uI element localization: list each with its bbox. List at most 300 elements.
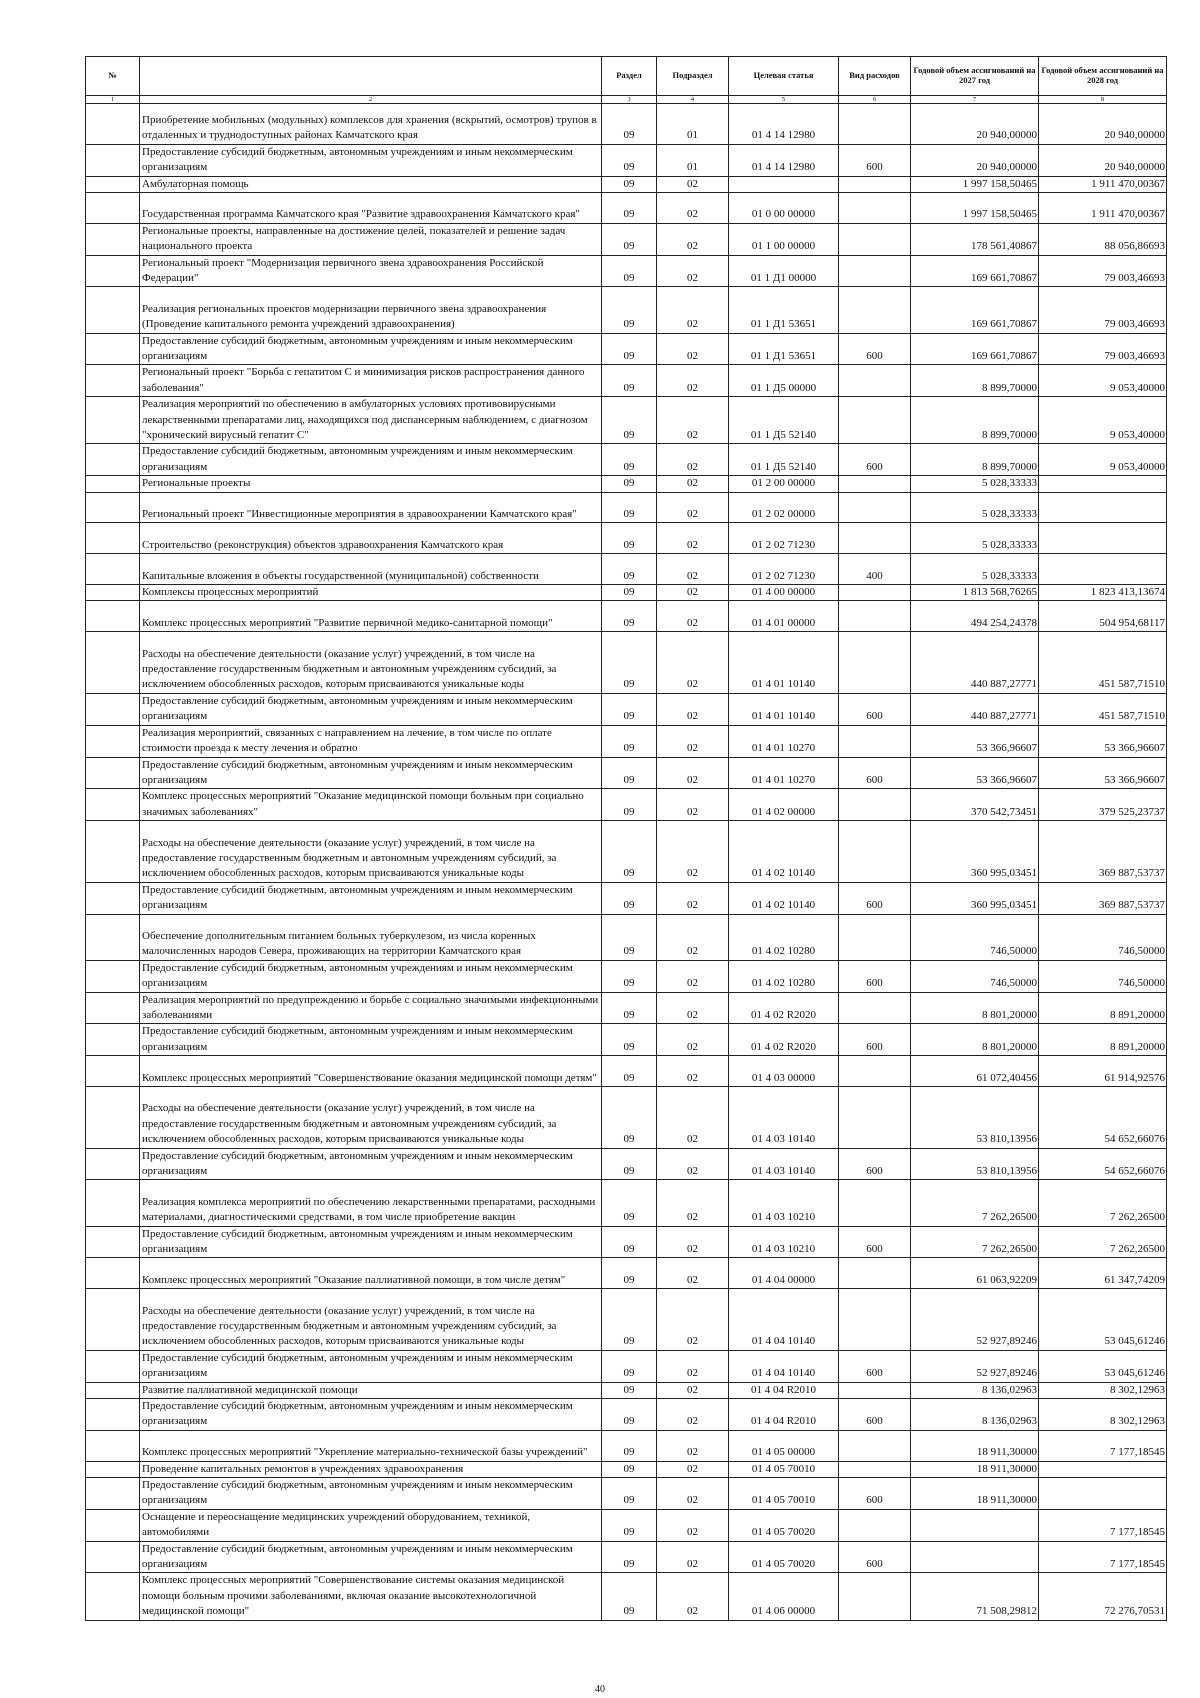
row-vid-cell: 600: [839, 444, 911, 476]
row-2028-cell: 79 003,46693: [1039, 333, 1167, 365]
header-podrazdel: Подраздел: [657, 57, 729, 96]
row-2028-cell: 53 045,61246: [1039, 1350, 1167, 1382]
row-razdel-cell: 09: [602, 693, 657, 725]
row-2028-cell: 53 366,96607: [1039, 725, 1167, 757]
header-vid-rashodov: Вид расходов: [839, 57, 911, 96]
row-razdel-cell: 09: [602, 523, 657, 554]
row-number-cell: [86, 476, 140, 492]
table-row: [86, 397, 1167, 444]
row-number-cell: [86, 523, 140, 554]
row-name-cell: Предоставление субсидий бюджетным, автономным учреждениям и иным некоммерческим организациям: [140, 1024, 602, 1056]
row-vid-cell: [839, 1461, 911, 1477]
row-number-cell: [86, 1573, 140, 1620]
row-celevaya-cell: 01 4 02 R2020: [729, 992, 839, 1024]
row-number-cell: [86, 1541, 140, 1573]
row-vid-cell: 600: [839, 1148, 911, 1180]
row-celevaya-cell: 01 1 Д1 53651: [729, 287, 839, 333]
row-2027-cell: 61 072,40456: [911, 1056, 1039, 1087]
row-podrazdel-cell: 02: [657, 1024, 729, 1056]
row-number-cell: [86, 444, 140, 476]
row-vid-cell: [839, 1509, 911, 1541]
row-vid-cell: [839, 176, 911, 192]
row-vid-cell: [839, 1180, 911, 1226]
row-2027-cell: 20 940,00000: [911, 104, 1039, 145]
row-razdel-cell: 09: [602, 1382, 657, 1398]
row-2028-cell: [1039, 492, 1167, 523]
row-name-cell: Предоставление субсидий бюджетным, автономным учреждениям и иным некоммерческим организациям: [140, 333, 602, 365]
row-number-cell: [86, 1056, 140, 1087]
row-number-cell: [86, 601, 140, 632]
row-2027-cell: 52 927,89246: [911, 1350, 1039, 1382]
row-podrazdel-cell: 02: [657, 523, 729, 554]
row-celevaya-cell: 01 4 03 10140: [729, 1148, 839, 1180]
row-2028-cell: 72 276,70531: [1039, 1573, 1167, 1620]
row-vid-cell: 400: [839, 554, 911, 585]
row-name-cell: Комплекс процессных мероприятий "Укрепление материально-технической базы учреждений": [140, 1430, 602, 1461]
row-vid-cell: [839, 1573, 911, 1620]
row-2028-cell: 379 525,23737: [1039, 789, 1167, 821]
row-2027-cell: 20 940,00000: [911, 144, 1039, 176]
row-vid-cell: [839, 789, 911, 821]
row-podrazdel-cell: 02: [657, 632, 729, 694]
row-2027-cell: 8 899,70000: [911, 365, 1039, 397]
row-vid-cell: [839, 1430, 911, 1461]
row-razdel-cell: 09: [602, 476, 657, 492]
row-vid-cell: [839, 223, 911, 255]
row-podrazdel-cell: 02: [657, 757, 729, 789]
row-celevaya-cell: 01 4 02 R2020: [729, 1024, 839, 1056]
table-row: [86, 492, 1167, 523]
row-2028-cell: 8 891,20000: [1039, 1024, 1167, 1056]
row-2027-cell: 7 262,26500: [911, 1180, 1039, 1226]
row-2028-cell: 7 177,18545: [1039, 1541, 1167, 1573]
row-number-cell: [86, 104, 140, 145]
row-2027-cell: 53 366,96607: [911, 725, 1039, 757]
row-number-cell: [86, 693, 140, 725]
row-number-cell: [86, 1461, 140, 1477]
row-2027-cell: 8 801,20000: [911, 992, 1039, 1024]
row-razdel-cell: 09: [602, 554, 657, 585]
row-number-cell: [86, 365, 140, 397]
row-razdel-cell: 09: [602, 757, 657, 789]
row-2027-cell: 178 561,40867: [911, 223, 1039, 255]
row-podrazdel-cell: 02: [657, 287, 729, 333]
row-razdel-cell: 09: [602, 1086, 657, 1148]
row-vid-cell: [839, 1258, 911, 1289]
row-podrazdel-cell: 02: [657, 476, 729, 492]
row-name-cell: Капитальные вложения в объекты государственной (муниципальной) собственности: [140, 554, 602, 585]
row-2028-cell: 53 366,96607: [1039, 757, 1167, 789]
row-2028-cell: 369 887,53737: [1039, 821, 1167, 883]
row-2028-cell: 7 177,18545: [1039, 1509, 1167, 1541]
row-podrazdel-cell: 02: [657, 914, 729, 960]
row-vid-cell: 600: [839, 1226, 911, 1258]
row-razdel-cell: 09: [602, 1509, 657, 1541]
row-celevaya-cell: 01 2 02 71230: [729, 554, 839, 585]
row-podrazdel-cell: 02: [657, 1226, 729, 1258]
row-podrazdel-cell: 01: [657, 104, 729, 145]
row-celevaya-cell: 01 2 02 71230: [729, 523, 839, 554]
row-vid-cell: 600: [839, 333, 911, 365]
row-podrazdel-cell: 02: [657, 554, 729, 585]
row-name-cell: Проведение капитальных ремонтов в учреждениях здравоохранения: [140, 1461, 602, 1477]
row-celevaya-cell: 01 1 Д1 53651: [729, 333, 839, 365]
row-number-cell: [86, 1477, 140, 1509]
row-number-cell: [86, 882, 140, 914]
row-podrazdel-cell: 02: [657, 444, 729, 476]
row-podrazdel-cell: 02: [657, 789, 729, 821]
row-vid-cell: [839, 1289, 911, 1351]
table-row: [86, 1461, 1167, 1477]
row-celevaya-cell: 01 1 00 00000: [729, 223, 839, 255]
row-vid-cell: [839, 725, 911, 757]
row-celevaya-cell: 01 1 Д5 00000: [729, 365, 839, 397]
row-number-cell: [86, 1024, 140, 1056]
row-vid-cell: [839, 523, 911, 554]
row-podrazdel-cell: 02: [657, 365, 729, 397]
row-name-cell: Расходы на обеспечение деятельности (оказание услуг) учреждений, в том числе на предоставление государственным бюджетным и автономным учреждениям субсидий, за исключением обособленных расходов, которым присваиваются уникальные коды: [140, 821, 602, 883]
row-celevaya-cell: 01 4 03 10140: [729, 1086, 839, 1148]
row-celevaya-cell: 01 4 14 12980: [729, 104, 839, 145]
row-celevaya-cell: 01 4 04 00000: [729, 1258, 839, 1289]
row-razdel-cell: 09: [602, 444, 657, 476]
row-razdel-cell: 09: [602, 397, 657, 444]
row-name-cell: Обеспечение дополнительным питанием больных туберкулезом, из числа коренных малочисленных народов Севера, проживающих на территории Камчатского края: [140, 914, 602, 960]
row-razdel-cell: 09: [602, 1148, 657, 1180]
row-vid-cell: [839, 1382, 911, 1398]
row-name-cell: Оснащение и переоснащение медицинских учреждений оборудованием, техникой, автомобилями: [140, 1509, 602, 1541]
table-row: [86, 693, 1167, 725]
table-row: [86, 1350, 1167, 1382]
row-2028-cell: 20 940,00000: [1039, 104, 1167, 145]
row-vid-cell: [839, 914, 911, 960]
row-2027-cell: 1 813 568,76265: [911, 585, 1039, 601]
row-2028-cell: [1039, 1461, 1167, 1477]
row-razdel-cell: 09: [602, 632, 657, 694]
column-number-2: 2: [140, 96, 602, 104]
row-podrazdel-cell: 01: [657, 144, 729, 176]
row-2028-cell: 88 056,86693: [1039, 223, 1167, 255]
row-vid-cell: 600: [839, 882, 911, 914]
row-celevaya-cell: 01 4 01 10140: [729, 693, 839, 725]
row-2027-cell: 360 995,03451: [911, 821, 1039, 883]
table-row: [86, 821, 1167, 883]
row-number-cell: [86, 1398, 140, 1430]
row-name-cell: Комплексы процессных мероприятий: [140, 585, 602, 601]
row-2027-cell: 7 262,26500: [911, 1226, 1039, 1258]
row-celevaya-cell: 01 1 Д5 52140: [729, 397, 839, 444]
row-razdel-cell: 09: [602, 255, 657, 287]
row-celevaya-cell: 01 4 01 10140: [729, 632, 839, 694]
row-vid-cell: [839, 992, 911, 1024]
row-vid-cell: 600: [839, 144, 911, 176]
column-number-7: 7: [911, 96, 1039, 104]
row-vid-cell: [839, 287, 911, 333]
row-podrazdel-cell: 02: [657, 397, 729, 444]
row-razdel-cell: 09: [602, 1258, 657, 1289]
row-razdel-cell: 09: [602, 1350, 657, 1382]
row-2028-cell: 8 891,20000: [1039, 992, 1167, 1024]
row-name-cell: Региональный проект "Борьба с гепатитом С и минимизация рисков распространения данного заболевания": [140, 365, 602, 397]
row-2028-cell: 504 954,68117: [1039, 601, 1167, 632]
table-row: [86, 1086, 1167, 1148]
row-2028-cell: 54 652,66076: [1039, 1086, 1167, 1148]
header-volume-2028: Годовой объем ассигнований на 2028 год: [1039, 57, 1167, 96]
row-vid-cell: 600: [839, 1350, 911, 1382]
table-row: [86, 1509, 1167, 1541]
row-2027-cell: 169 661,70867: [911, 255, 1039, 287]
row-2028-cell: 7 262,26500: [1039, 1226, 1167, 1258]
table-row: [86, 144, 1167, 176]
header-razdel: Раздел: [602, 57, 657, 96]
row-2027-cell: 5 028,33333: [911, 523, 1039, 554]
row-razdel-cell: 09: [602, 1024, 657, 1056]
table-row: [86, 1382, 1167, 1398]
row-2027-cell: 53 366,96607: [911, 757, 1039, 789]
row-podrazdel-cell: 02: [657, 1382, 729, 1398]
table-row: [86, 1258, 1167, 1289]
row-vid-cell: 600: [839, 757, 911, 789]
row-celevaya-cell: 01 4 05 00000: [729, 1430, 839, 1461]
row-razdel-cell: 09: [602, 492, 657, 523]
table-row: [86, 1056, 1167, 1087]
row-2028-cell: 79 003,46693: [1039, 287, 1167, 333]
budget-table: [85, 56, 1167, 1621]
row-name-cell: Предоставление субсидий бюджетным, автономным учреждениям и иным некоммерческим организациям: [140, 960, 602, 992]
row-celevaya-cell: 01 4 05 70010: [729, 1477, 839, 1509]
table-header: [86, 57, 1167, 104]
row-number-cell: [86, 757, 140, 789]
table-row: [86, 1180, 1167, 1226]
row-razdel-cell: 09: [602, 992, 657, 1024]
row-vid-cell: [839, 476, 911, 492]
row-podrazdel-cell: 02: [657, 1350, 729, 1382]
row-number-cell: [86, 1382, 140, 1398]
table-row: [86, 1148, 1167, 1180]
row-razdel-cell: 09: [602, 789, 657, 821]
table-row: [86, 914, 1167, 960]
table-row: [86, 333, 1167, 365]
row-2027-cell: 440 887,27771: [911, 693, 1039, 725]
row-2027-cell: 5 028,33333: [911, 554, 1039, 585]
row-razdel-cell: 09: [602, 365, 657, 397]
column-number-3: 3: [602, 96, 657, 104]
row-number-cell: [86, 193, 140, 224]
row-celevaya-cell: 01 4 05 70020: [729, 1541, 839, 1573]
row-name-cell: Региональный проект "Инвестиционные мероприятия в здравоохранении Камчатского края": [140, 492, 602, 523]
row-razdel-cell: 09: [602, 914, 657, 960]
table-row: [86, 255, 1167, 287]
row-razdel-cell: 09: [602, 104, 657, 145]
row-celevaya-cell: 01 4 14 12980: [729, 144, 839, 176]
row-vid-cell: 600: [839, 1541, 911, 1573]
row-2027-cell: 8 801,20000: [911, 1024, 1039, 1056]
row-2028-cell: 9 053,40000: [1039, 444, 1167, 476]
row-razdel-cell: 09: [602, 223, 657, 255]
row-2028-cell: 61 347,74209: [1039, 1258, 1167, 1289]
row-vid-cell: [839, 492, 911, 523]
row-celevaya-cell: 01 4 05 70010: [729, 1461, 839, 1477]
row-2028-cell: 61 914,92576: [1039, 1056, 1167, 1087]
row-2028-cell: [1039, 554, 1167, 585]
row-2028-cell: 79 003,46693: [1039, 255, 1167, 287]
row-podrazdel-cell: 02: [657, 1258, 729, 1289]
row-name-cell: Комплекс процессных мероприятий "Совершенствование оказания медицинской помощи детям": [140, 1056, 602, 1087]
row-2028-cell: 746,50000: [1039, 914, 1167, 960]
row-number-cell: [86, 789, 140, 821]
row-2028-cell: [1039, 523, 1167, 554]
row-2027-cell: 440 887,27771: [911, 632, 1039, 694]
row-celevaya-cell: 01 4 02 10280: [729, 914, 839, 960]
budget-sheet: [85, 56, 1166, 1621]
row-number-cell: [86, 1180, 140, 1226]
row-number-cell: [86, 255, 140, 287]
row-celevaya-cell: 01 1 Д5 52140: [729, 444, 839, 476]
row-number-cell: [86, 144, 140, 176]
row-2028-cell: 54 652,66076: [1039, 1148, 1167, 1180]
page-number: 40: [595, 1684, 605, 1695]
table-row: [86, 287, 1167, 333]
table-row: [86, 223, 1167, 255]
row-razdel-cell: 09: [602, 821, 657, 883]
table-row: [86, 960, 1167, 992]
row-name-cell: Приобретение мобильных (модульных) комплексов для хранения (вскрытий, осмотров) трупов в отдаленных и труднодоступных районах Камчатского края: [140, 104, 602, 145]
row-2027-cell: [911, 1541, 1039, 1573]
table-row: [86, 1541, 1167, 1573]
row-razdel-cell: 09: [602, 725, 657, 757]
row-vid-cell: [839, 821, 911, 883]
row-razdel-cell: 09: [602, 960, 657, 992]
row-2027-cell: 61 063,92209: [911, 1258, 1039, 1289]
row-name-cell: Предоставление субсидий бюджетным, автономным учреждениям и иным некоммерческим организациям: [140, 1541, 602, 1573]
row-razdel-cell: 09: [602, 1398, 657, 1430]
row-podrazdel-cell: 02: [657, 1056, 729, 1087]
row-name-cell: Расходы на обеспечение деятельности (оказание услуг) учреждений, в том числе на предоставление государственным бюджетным и автономным учреждениям субсидий, за исключением обособленных расходов, которым присваиваются уникальные коды: [140, 1086, 602, 1148]
row-vid-cell: [839, 397, 911, 444]
row-name-cell: Амбулаторная помощь: [140, 176, 602, 192]
row-podrazdel-cell: 02: [657, 1541, 729, 1573]
row-podrazdel-cell: 02: [657, 1430, 729, 1461]
row-2028-cell: 1 911 470,00367: [1039, 176, 1167, 192]
row-2027-cell: 169 661,70867: [911, 333, 1039, 365]
table-row: [86, 601, 1167, 632]
row-number-cell: [86, 821, 140, 883]
row-name-cell: Предоставление субсидий бюджетным, автономным учреждениям и иным некоммерческим организациям: [140, 693, 602, 725]
row-2027-cell: 18 911,30000: [911, 1461, 1039, 1477]
table-row: [86, 632, 1167, 694]
row-celevaya-cell: 01 4 06 00000: [729, 1573, 839, 1620]
row-name-cell: Государственная программа Камчатского края "Развитие здравоохранения Камчатского края": [140, 193, 602, 224]
row-podrazdel-cell: 02: [657, 1509, 729, 1541]
row-celevaya-cell: 01 4 04 R2010: [729, 1382, 839, 1398]
row-2027-cell: 8 136,02963: [911, 1398, 1039, 1430]
row-podrazdel-cell: 02: [657, 176, 729, 192]
row-celevaya-cell: 01 4 01 10270: [729, 725, 839, 757]
row-vid-cell: 600: [839, 1024, 911, 1056]
header-celevaya-statya: Целевая статья: [729, 57, 839, 96]
row-vid-cell: [839, 104, 911, 145]
row-razdel-cell: 09: [602, 1289, 657, 1351]
row-name-cell: Реализация мероприятий по обеспечению в амбулаторных условиях противовирусными лекарственными препаратами лиц, находящихся под диспансерным наблюдением, с диагнозом "хронический вирусный гепатит С": [140, 397, 602, 444]
row-number-cell: [86, 1148, 140, 1180]
row-2027-cell: [911, 1509, 1039, 1541]
row-razdel-cell: 09: [602, 1541, 657, 1573]
row-2028-cell: 9 053,40000: [1039, 397, 1167, 444]
row-number-cell: [86, 992, 140, 1024]
table-row: [86, 176, 1167, 192]
row-razdel-cell: 09: [602, 1056, 657, 1087]
row-celevaya-cell: 01 4 03 10210: [729, 1226, 839, 1258]
row-podrazdel-cell: 02: [657, 585, 729, 601]
row-2028-cell: 20 940,00000: [1039, 144, 1167, 176]
row-podrazdel-cell: 02: [657, 223, 729, 255]
column-number-5: 5: [729, 96, 839, 104]
table-row: [86, 523, 1167, 554]
row-2027-cell: 370 542,73451: [911, 789, 1039, 821]
row-number-cell: [86, 492, 140, 523]
column-number-4: 4: [657, 96, 729, 104]
row-podrazdel-cell: 02: [657, 193, 729, 224]
row-number-cell: [86, 585, 140, 601]
row-name-cell: Комплекс процессных мероприятий "Совершенствование системы оказания медицинской помощи больным прочими заболеваниями, включая оказание высокотехнологичной медицинской помощи": [140, 1573, 602, 1620]
row-number-cell: [86, 554, 140, 585]
row-name-cell: Комплекс процессных мероприятий "Развитие первичной медико-санитарной помощи": [140, 601, 602, 632]
row-number-cell: [86, 176, 140, 192]
row-number-cell: [86, 397, 140, 444]
row-number-cell: [86, 1350, 140, 1382]
row-vid-cell: [839, 601, 911, 632]
row-2027-cell: 18 911,30000: [911, 1477, 1039, 1509]
row-2027-cell: 53 810,13956: [911, 1086, 1039, 1148]
row-name-cell: Региональные проекты: [140, 476, 602, 492]
row-number-cell: [86, 1289, 140, 1351]
row-2027-cell: 8 136,02963: [911, 1382, 1039, 1398]
row-podrazdel-cell: 02: [657, 992, 729, 1024]
row-celevaya-cell: 01 2 02 00000: [729, 492, 839, 523]
table-row: [86, 476, 1167, 492]
row-celevaya-cell: 01 4 00 00000: [729, 585, 839, 601]
row-podrazdel-cell: 02: [657, 1398, 729, 1430]
row-razdel-cell: 09: [602, 176, 657, 192]
row-name-cell: Предоставление субсидий бюджетным, автономным учреждениям и иным некоммерческим организациям: [140, 444, 602, 476]
row-2027-cell: 8 899,70000: [911, 444, 1039, 476]
row-razdel-cell: 09: [602, 193, 657, 224]
row-2027-cell: 494 254,24378: [911, 601, 1039, 632]
row-podrazdel-cell: 02: [657, 1573, 729, 1620]
row-2028-cell: 1 823 413,13674: [1039, 585, 1167, 601]
header-name: [140, 57, 602, 96]
row-number-cell: [86, 1258, 140, 1289]
row-podrazdel-cell: 02: [657, 601, 729, 632]
row-vid-cell: 600: [839, 960, 911, 992]
row-razdel-cell: 09: [602, 882, 657, 914]
row-name-cell: Предоставление субсидий бюджетным, автономным учреждениям и иным некоммерческим организациям: [140, 1148, 602, 1180]
row-name-cell: Развитие паллиативной медицинской помощи: [140, 1382, 602, 1398]
table-row: [86, 585, 1167, 601]
row-2028-cell: 8 302,12963: [1039, 1398, 1167, 1430]
column-number-1: 1: [86, 96, 140, 104]
row-2027-cell: 1 997 158,50465: [911, 176, 1039, 192]
table-row: [86, 1226, 1167, 1258]
row-celevaya-cell: 01 4 02 10280: [729, 960, 839, 992]
row-name-cell: Строительство (реконструкция) объектов здравоохранения Камчатского края: [140, 523, 602, 554]
row-name-cell: Реализация региональных проектов модернизации первичного звена здравоохранения (Проведение капитального ремонта учреждений здравоохранения): [140, 287, 602, 333]
row-razdel-cell: 09: [602, 1573, 657, 1620]
row-celevaya-cell: 01 4 04 10140: [729, 1350, 839, 1382]
row-name-cell: Предоставление субсидий бюджетным, автономным учреждениям и иным некоммерческим организациям: [140, 1350, 602, 1382]
row-vid-cell: [839, 1056, 911, 1087]
row-celevaya-cell: 01 4 02 10140: [729, 821, 839, 883]
